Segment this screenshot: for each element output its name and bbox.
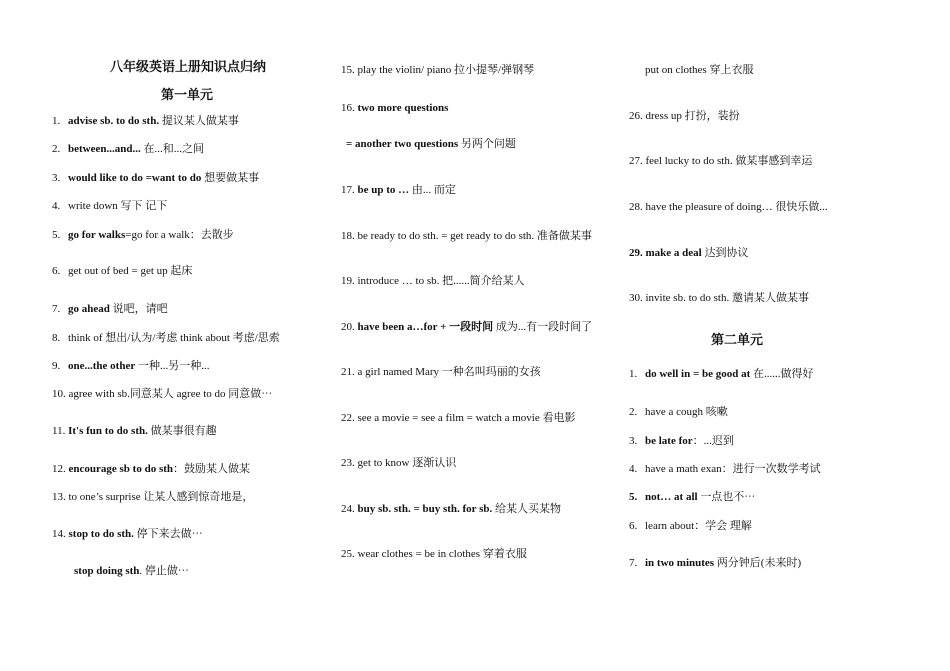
list-item: 7. go ahead 说吧，请吧 xyxy=(52,303,168,315)
list-item: 10. agree with sb.同意某人 agree to do 同意做⋯ xyxy=(52,388,273,400)
list-item: 5. not… at all 一点也不⋯ xyxy=(629,491,756,503)
unit-1-heading: 第一单元 xyxy=(161,88,214,103)
list-item: 12. encourage sb to do sth：鼓励某人做某 xyxy=(52,463,251,475)
list-item: 27. feel lucky to do sth. 做某事感到幸运 xyxy=(629,155,813,167)
list-item: 26. dress up 打扮，装扮 xyxy=(629,110,740,122)
list-item: 6. get out of bed = get up 起床 xyxy=(52,265,193,277)
list-item: 7. in two minutes 两分钟后(未来时) xyxy=(629,557,802,569)
list-item: 3. would like to do =want to do 想要做某事 xyxy=(52,172,260,184)
list-item: 9. one...the other 一种...另一种... xyxy=(52,360,210,372)
list-item: 17. be up to … 由... 而定 xyxy=(341,184,456,196)
list-item: 22. see a movie = see a film = watch a movie 看电影 xyxy=(341,412,576,424)
list-item: 2. have a cough 咳嗽 xyxy=(629,406,728,418)
list-item: 3. be late for：...迟到 xyxy=(629,435,734,447)
list-item: 19. introduce … to sb. 把......简介给某人 xyxy=(341,275,525,287)
list-item: stop doing sth. 停止做⋯ xyxy=(74,565,189,577)
list-item: = another two questions 另两个问题 xyxy=(346,138,516,150)
list-item: 14. stop to do sth. 停下来去做⋯ xyxy=(52,528,203,540)
list-item: 18. be ready to do sth. = get ready to do sth. 准备做某事 xyxy=(341,230,592,242)
list-item: 25. wear clothes = be in clothes 穿着衣服 xyxy=(341,548,527,560)
list-item: 24. buy sb. sth. = buy sth. for sb. 给某人买某物 xyxy=(341,503,562,515)
list-item: 4. have a math exan：进行一次数学考试 xyxy=(629,463,821,475)
list-item: 20. have been a…for + 一段时间 成为...有一段时间了 xyxy=(341,321,593,333)
list-item: 28. have the pleasure of doing… 很快乐做... xyxy=(629,201,828,213)
list-item: 15. play the violin/ piano 拉小提琴/弹钢琴 xyxy=(341,64,535,76)
document-title: 八年级英语上册知识点归纳 xyxy=(110,60,267,75)
list-item: 5. go for walks=go for a walk：去散步 xyxy=(52,229,234,241)
list-item: 23. get to know 逐渐认识 xyxy=(341,457,457,469)
list-item: 30. invite sb. to do sth. 邀请某人做某事 xyxy=(629,292,809,304)
list-item: 13. to one’s surprise 让某人感到惊奇地是， xyxy=(52,491,254,503)
list-item: 6. learn about：学会 理解 xyxy=(629,520,752,532)
list-item: 21. a girl named Mary 一种名叫玛丽的女孩 xyxy=(341,366,541,378)
list-item: 29. make a deal 达到协议 xyxy=(629,247,749,259)
list-item: 11. It's fun to do sth. 做某事很有趣 xyxy=(52,425,217,437)
unit-2-heading: 第二单元 xyxy=(711,333,764,348)
list-item: 16. two more questions xyxy=(341,102,449,114)
list-item: 1. do well in = be good at 在......做得好 xyxy=(629,368,814,380)
list-item: 8. think of 想出/认为/考虑 think about 考虑/思索 xyxy=(52,332,280,344)
list-item: 2. between...and... 在...和...之间 xyxy=(52,143,204,155)
list-item: 1. advise sb. to do sth. 提议某人做某事 xyxy=(52,115,239,127)
list-item: put on clothes 穿上衣服 xyxy=(645,64,754,76)
list-item: 4. write down 写下 记下 xyxy=(52,200,168,212)
